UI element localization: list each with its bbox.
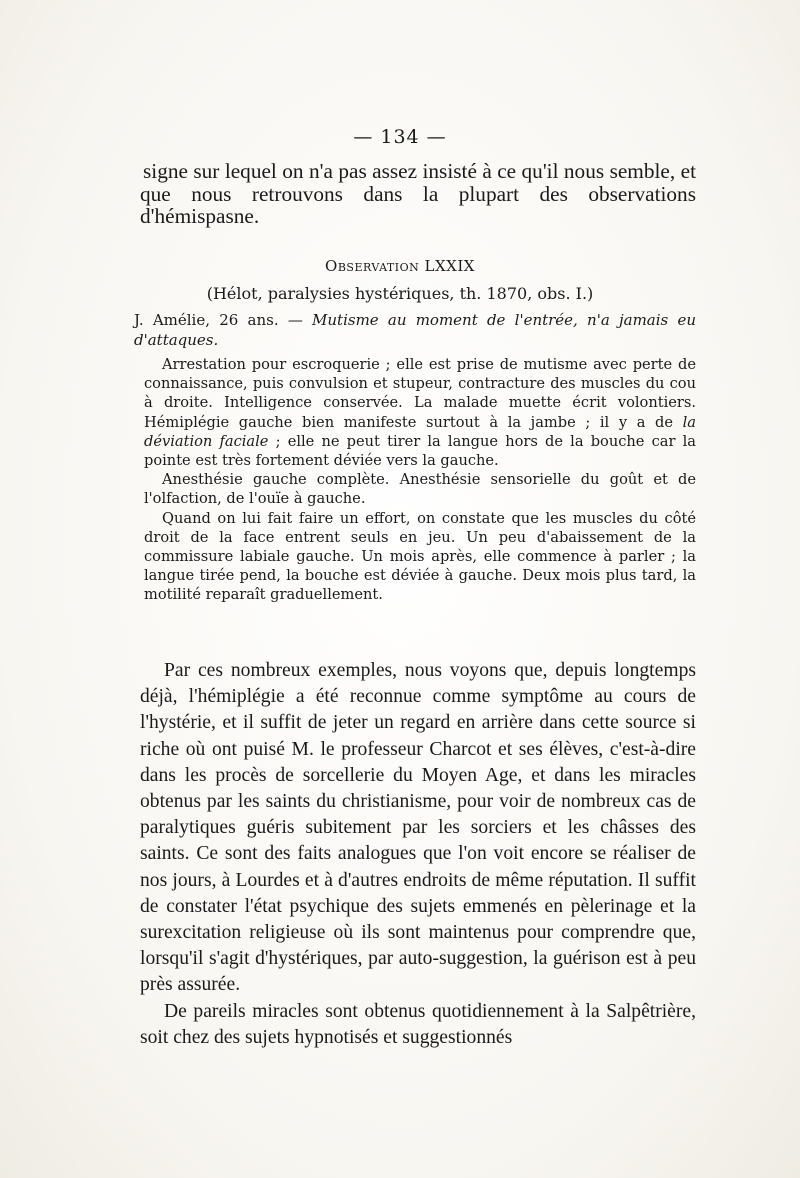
intro-paragraph (140, 160, 696, 228)
observation-source: (Hélot, paralysies hystériques, th. 1870, obs. I.) (206, 284, 594, 303)
case-paragraph-3: Quand on lui fait faire un effort, on constate que les muscles du côté droit de la face entrent seuls en jeu. Un peu d'abaissement de la commissure labiale gauche. Un mois après, elle commence à parler ; la langue tirée pend, la bouche est déviée à gauche. Deux mois plus tard, la motilité reparaît graduellement. (144, 509, 696, 604)
case-paragraph-1 (144, 355, 696, 470)
patient-dash: — (287, 311, 303, 329)
case-paragraph-2: Anesthésie gauche complète. Anesthésie sensorielle du goût et de l'olfaction, de l'ouïe à gauche. (144, 471, 696, 508)
main-paragraph-2: De pareils miracles sont obtenus quotidiennement à la Salpêtrière, soit chez des sujets hypnotisés et suggestionnés (140, 1000, 696, 1048)
case-text-1b: ; elle ne peut tirer la langue hors de la bouche car la pointe est très fortement déviée vers la gauche. (144, 432, 696, 470)
case-description (144, 355, 696, 605)
patient-line (134, 310, 696, 350)
page-number: — 134 — (353, 126, 447, 148)
patient-name: J. Amélie, 26 ans. (134, 311, 279, 329)
subject-title: Mutisme au moment de l'entrée, n'a jamais eu d'attaques. (134, 311, 696, 349)
case-text-italic: la déviation faciale (144, 413, 696, 450)
observation-heading: Observation LXXIX (325, 257, 475, 275)
intro-text: signe sur lequel on n'a pas assez insisté à ce qu'il nous semble, et que nous retrouvons dans la plupart des observations d'hémispasne. (140, 159, 696, 229)
main-body (140, 658, 696, 1051)
main-paragraph-1: Par ces nombreux exemples, nous voyons que, depuis longtemps déjà, l'hémiplégie a été reconnue comme symptôme au cours de l'hystérie, et il suffit de jeter un regard en arrière dans cette source si riche où ont puisé M. le professeur Charcot et ses élèves, c'est-à-dire dans les procès de sorcellerie du Moyen Age, et dans les miracles obtenus par les saints du christianisme, pour voir de nombreux cas de paralytiques guéris subitement par les sorciers et les châsses des saints. Ce sont des faits analogues que l'on voit encore se réaliser de nos jours, à Lourdes et à d'autres endroits de même réputation. Il suffit de constater l'état psychique des sujets emmenés en pèlerinage et la surexcitation religieuse où ils sont maintenus pour comprendre que, lorsqu'il s'agit d'hystériques, par auto-suggestion, la guérison est à peu près assurée. (140, 660, 696, 996)
case-text-1a: Arrestation pour escroquerie ; elle est prise de mutisme avec perte de connaissance, puis convulsion et stupeur, contracture des muscles du cou à droite. Intelligence conservée. La malade muette écrit volontiers. Hémiplégie gauche bien manifeste surtout à la jambe ; il y a de (144, 356, 696, 431)
